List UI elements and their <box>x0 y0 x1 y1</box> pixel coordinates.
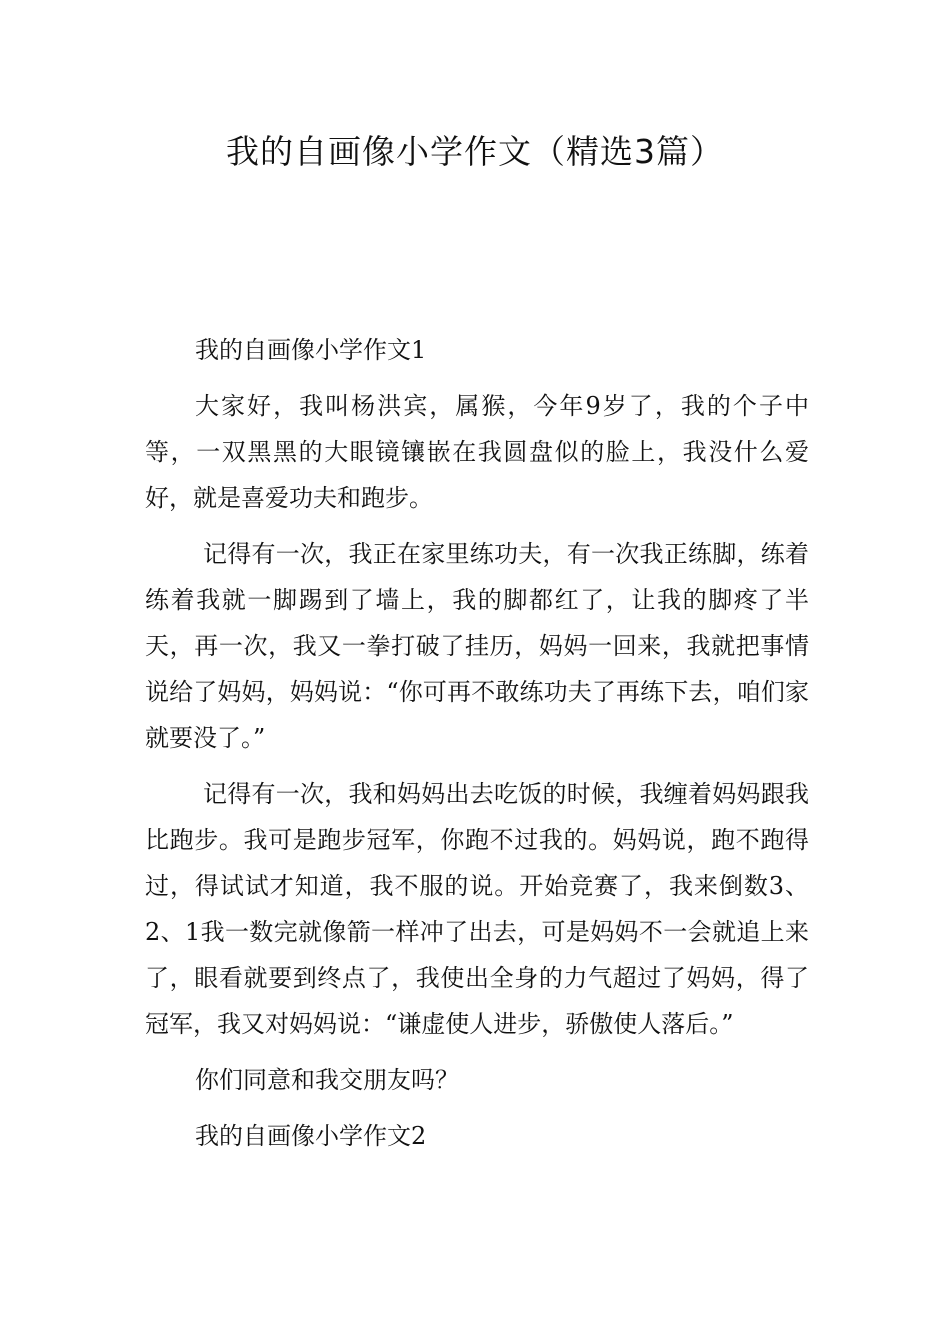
paragraph-closing: 你们同意和我交朋友吗？ <box>195 1066 459 1094</box>
section-heading-1: 我的自画像小学作文1 <box>195 336 427 364</box>
paragraph-running: 记得有一次，我和妈妈出去吃饭的时候，我缠着妈妈跟我比跑步。我可是跑步冠军，你跑不过我的。妈妈说，跑不跑得过，得试试才知道，我不服的说。开始竞赛了，我来倒数3、2、1我一数完就像箭一样冲了出去，可是妈妈不一会就追上来了，眼看就要到终点了，我使出全身的力气超过了妈妈，得了冠军，我又对妈妈说：“谦虚使人进步，骄傲使人落后。” <box>145 780 809 1038</box>
document-body <box>145 327 809 1169</box>
section-heading-2: 我的自画像小学作文2 <box>195 1122 427 1150</box>
paragraph-kungfu: 记得有一次，我正在家里练功夫，有一次我正练脚，练着练着我就一脚踢到了墙上，我的脚都红了，让我的脚疼了半天，再一次，我又一拳打破了挂历，妈妈一回来，我就把事情说给了妈妈，妈妈说：“你可再不敢练功夫了再练下去，咱们家就要没了。” <box>145 540 809 752</box>
paragraph-intro: 大家好，我叫杨洪宾，属猴，今年9岁了，我的个子中等，一双黑黑的大眼镜镶嵌在我圆盘似的脸上，我没什么爱好，就是喜爱功夫和跑步。 <box>145 392 809 512</box>
document-title: 我的自画像小学作文（精选3篇） <box>226 132 724 171</box>
